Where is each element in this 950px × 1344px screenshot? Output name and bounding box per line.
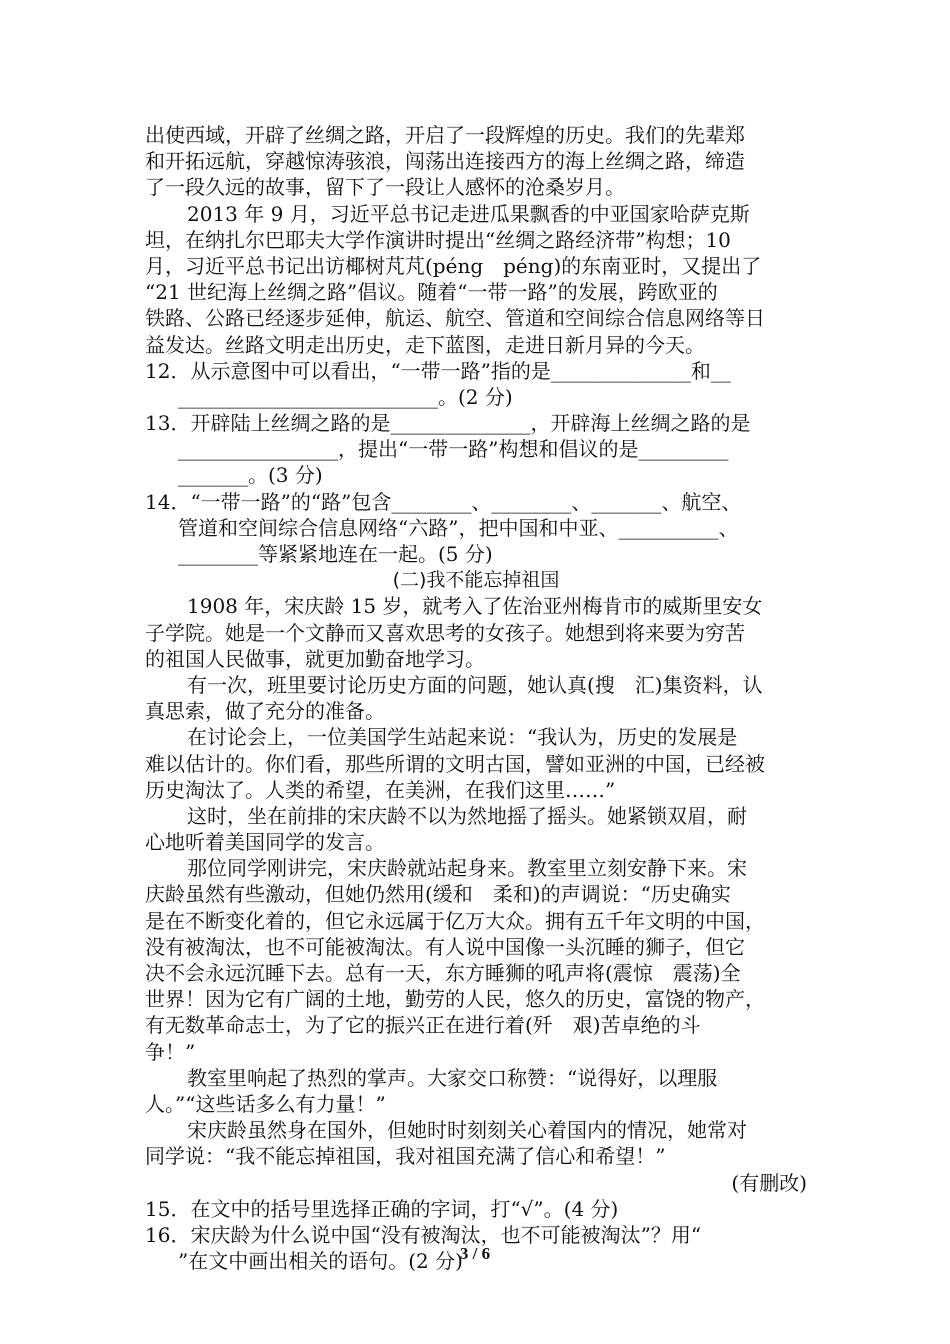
question-13: 13．开辟陆上丝绸之路的是______________，开辟海上丝绸之路的是: [145, 411, 751, 436]
passage2-line: 难以估计的。你们看，那些所谓的文明古国，譬如亚洲的中国，已经被: [145, 751, 765, 776]
passage2-line: 那位同学刚讲完，宋庆龄就站起身来。教室里立刻安静下来。宋: [187, 856, 747, 881]
passage2-line: 的祖国人民做事，就更加勤奋地学习。: [145, 646, 485, 671]
passage2-line: 教室里响起了热烈的掌声。大家交口称赞：“说得好，以理服: [187, 1065, 718, 1090]
source-note: (有删改): [731, 1170, 807, 1195]
passage1-line: 了一段久远的故事，留下了一段让人感怀的沧桑岁月。: [145, 175, 625, 200]
question-16-cont: ”在文中画出相关的语句。(2 分): [178, 1249, 463, 1274]
passage1-line: 2013 年 9 月，习近平总书记走进瓜果飘香的中亚国家哈萨克斯: [187, 201, 750, 226]
question-13-cont: _______。(3 分): [178, 463, 323, 488]
passage2-line: 庆龄虽然有些激动，但她仍然用(缓和 柔和)的声调说：“历史确实: [145, 882, 731, 907]
passage2-line: 宋庆龄虽然身在国外，但她时时刻刻关心着国内的情况，她常对: [187, 1118, 747, 1143]
passage2-line: 历史淘汰了。人类的希望，在美洲，在我们这里……”: [145, 777, 616, 802]
passage2-line: 同学说：“我不能忘掉祖国，我对祖国充满了信心和希望！”: [145, 1144, 666, 1169]
question-12-cont: __________________________。(2 分): [178, 384, 513, 409]
passage2-line: 是在不断变化着的，但它永远属于亿万大众。拥有五千年文明的中国，: [145, 908, 765, 933]
question-14-cont: 管道和空间综合信息网络“六路”，把中国和中亚、__________、: [178, 515, 739, 540]
passage1-line: “21 世纪海上丝绸之路”倡议。随着“一带一路”的发展，跨欧亚的: [145, 280, 718, 305]
passage2-line: 人。”“这些话多么有力量！”: [145, 1091, 386, 1116]
question-14-cont: ________等紧紧地连在一起。(5 分): [178, 542, 493, 566]
question-13-cont: ________________，提出“一带一路”构想和倡议的是_________: [178, 437, 729, 462]
passage1-line: 铁路、公路已经逐步延伸，航运、航空、管道和空间综合信息网络等日: [145, 306, 765, 331]
passage1-line: 月，习近平总书记出访椰树芃芃(péng péng)的东南亚时，又提出了: [145, 253, 762, 278]
question-16: 16．宋庆龄为什么说中国“没有被淘汰，也不可能被淘汰”？用“: [145, 1222, 702, 1247]
passage2-line: 在讨论会上，一位美国学生站起来说：“我认为，历史的发展是: [187, 725, 738, 750]
question-14: 14．“一带一路”的“路”包含________、________、_______、航空、: [145, 489, 742, 514]
passage2-line: 心地听着美国同学的发言。: [145, 830, 385, 855]
page-number: 3 / 6: [459, 1244, 491, 1263]
passage2-line: 没有被淘汰，也不可能被淘汰。有人说中国像一头沉睡的狮子，但它: [145, 934, 745, 959]
passage1-line: 出使西域，开辟了丝绸之路，开启了一段辉煌的历史。我们的先辈郑: [145, 123, 745, 147]
passage2-line: 争！”: [145, 1039, 196, 1064]
passage2-line: 子学院。她是一个文静而又喜欢思考的女孩子。她想到将来要为穷苦: [145, 620, 745, 645]
passage2-line: 1908 年，宋庆龄 15 岁，就考入了佐治亚州梅肯市的威斯里安女: [187, 594, 763, 619]
passage1-line: 坦，在纳扎尔巴耶夫大学作演讲时提出“丝绸之路经济带”构想；10: [145, 227, 731, 252]
question-12: 12．从示意图中可以看出，“一带一路”指的是______________和__: [145, 358, 731, 383]
passage2-line: 决不会永远沉睡下去。总有一天，东方睡狮的吼声将(震惊 震荡)全: [145, 961, 741, 985]
passage1-line: 益发达。丝路文明走出历史，走下蓝图，走进日新月异的今天。: [145, 332, 705, 357]
passage2-line: 有一次，班里要讨论历史方面的问题，她认真(搜 汇)集资料，认: [187, 672, 763, 697]
passage2-line: 真思索，做了充分的准备。: [145, 699, 385, 724]
passage2-line: 这时，坐在前排的宋庆龄不以为然地摇了摇头。她紧锁双眉，耐: [187, 803, 747, 828]
passage2-line: 有无数革命志士，为了它的振兴正在进行着(歼 艰)苦卓绝的斗: [145, 1013, 701, 1038]
question-15: 15．在文中的括号里选择正确的字词，打“√”。(4 分): [145, 1196, 619, 1221]
document-page: [145, 122, 807, 1274]
section-title: (二)我不能忘掉祖国: [392, 569, 560, 592]
passage2-line: 世界！因为它有广阔的土地，勤劳的人民，悠久的历史，富饶的物产，: [145, 987, 765, 1012]
passage1-line: 和开拓远航，穿越惊涛骇浪，闯荡出连接西方的海上丝绸之路，缔造: [145, 149, 745, 174]
